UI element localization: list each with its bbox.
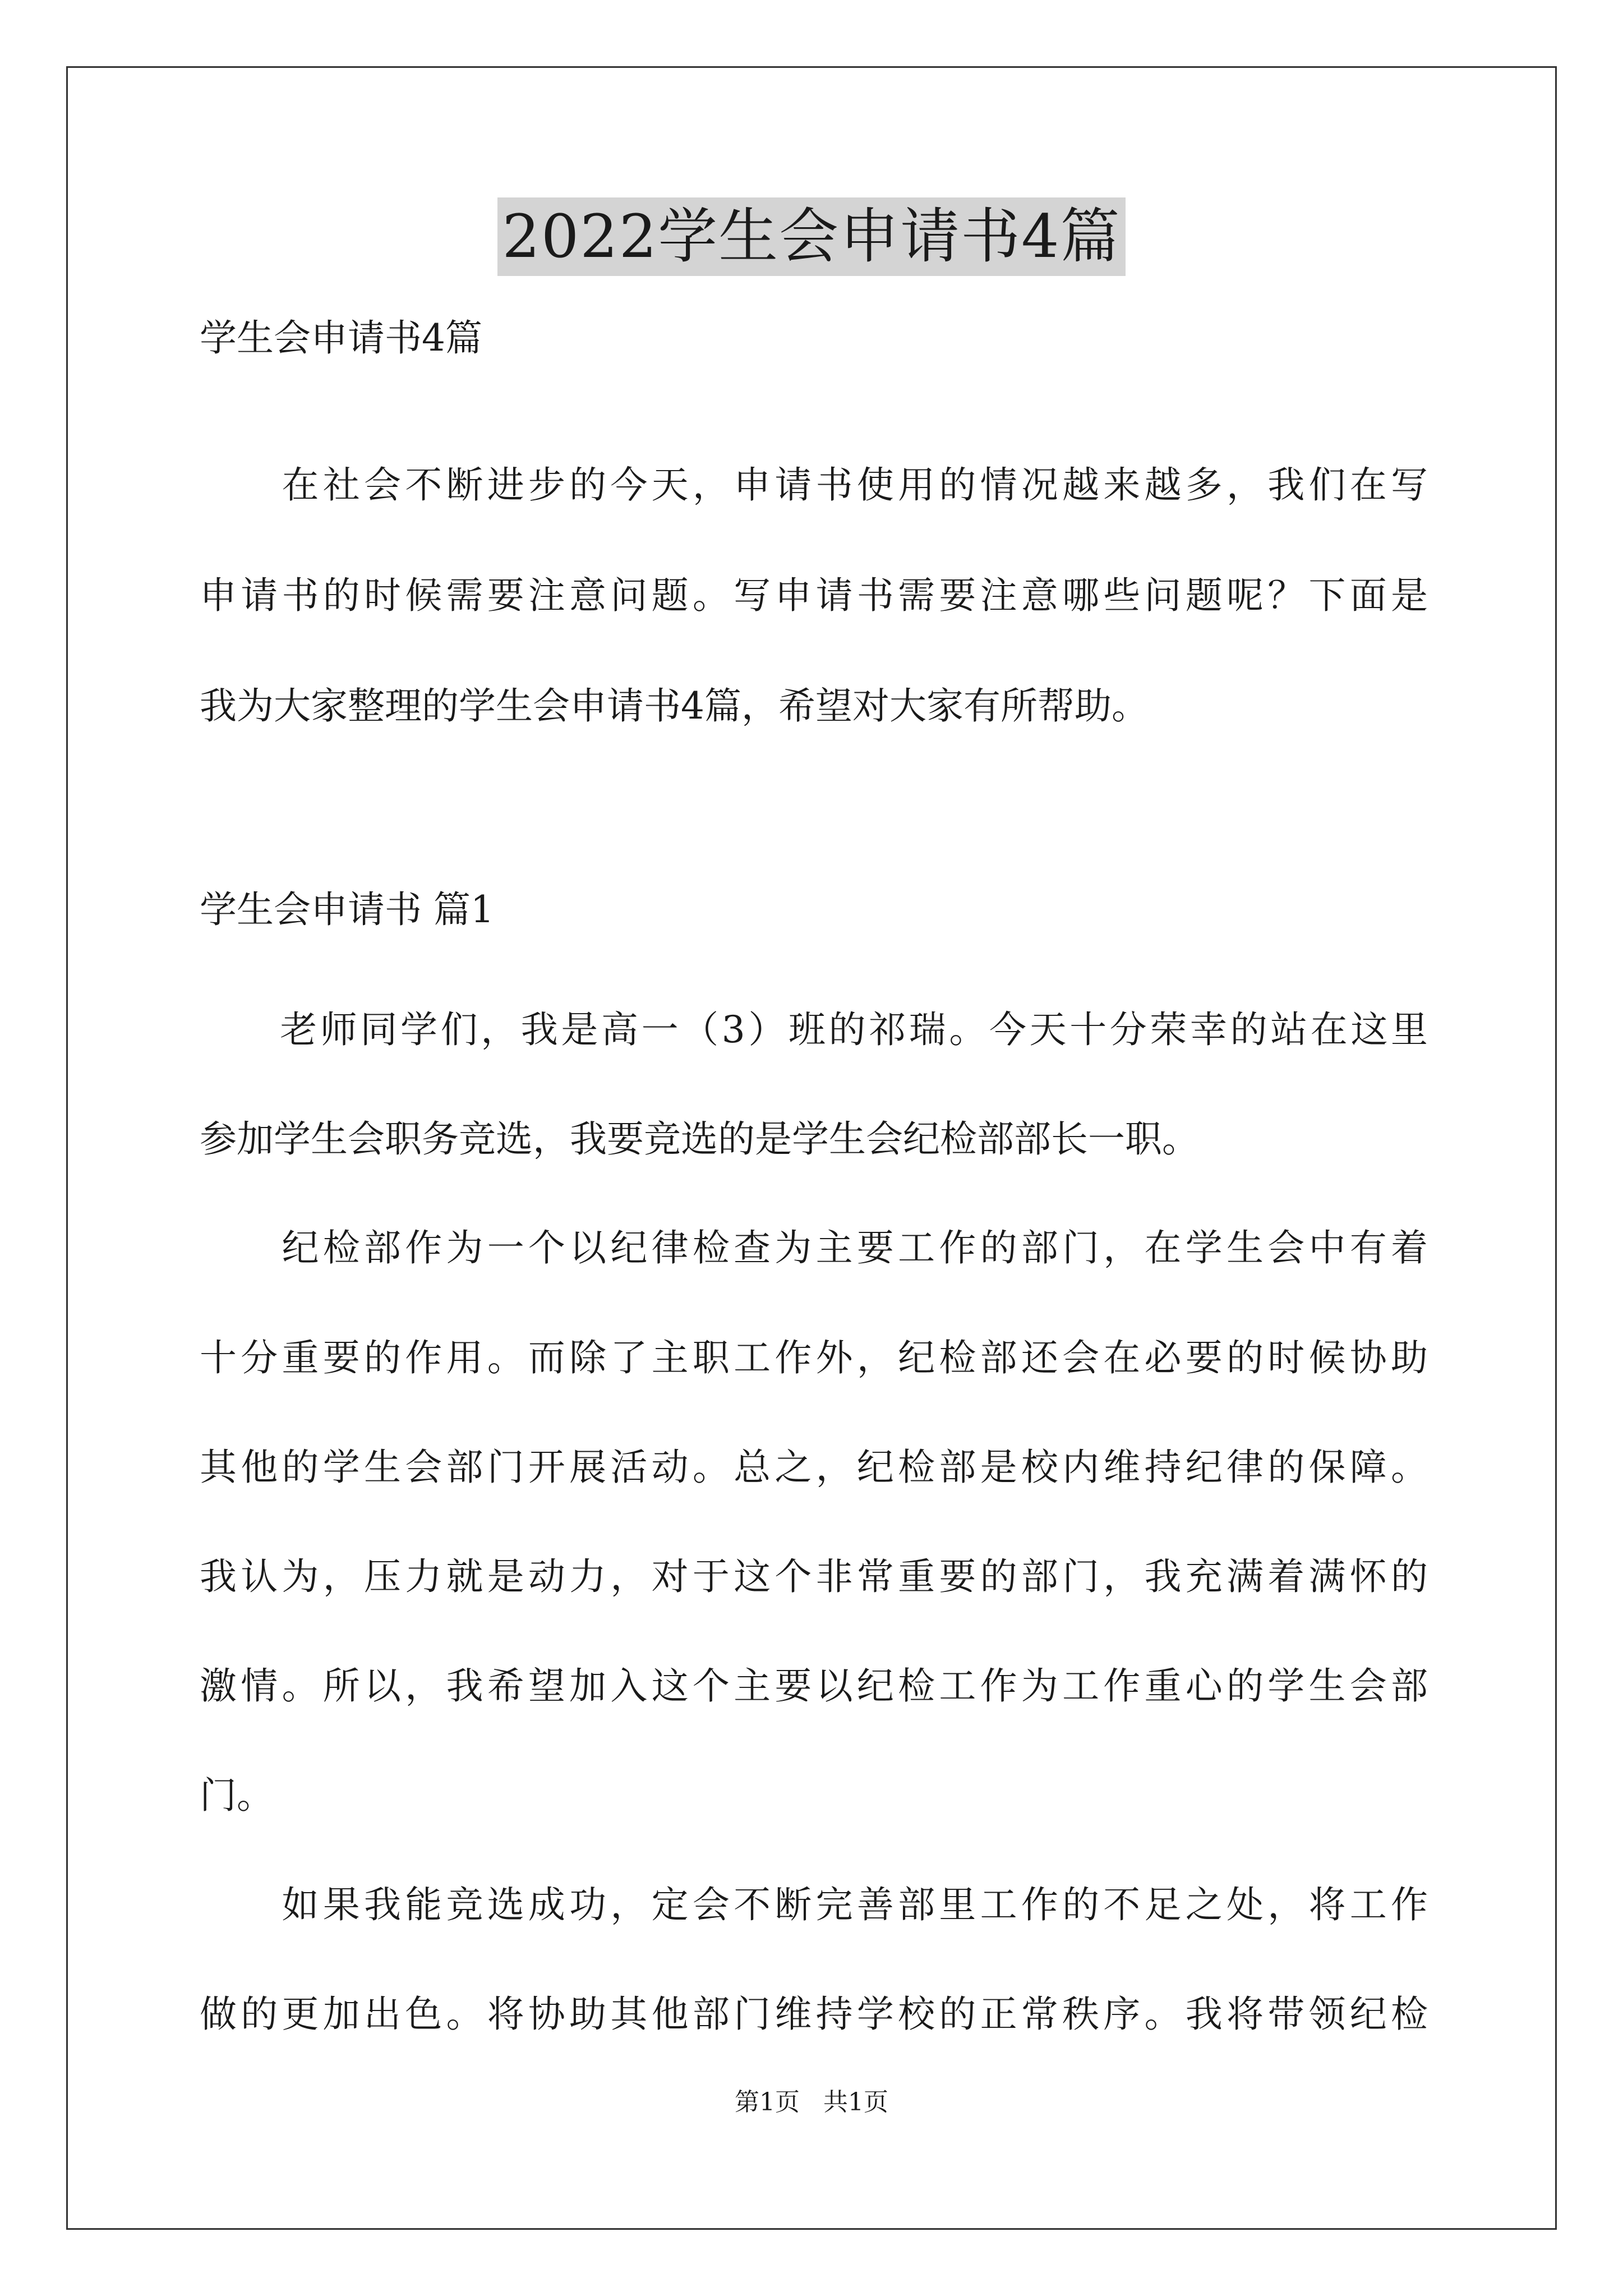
document-title: 2022学生会申请书4篇 bbox=[497, 197, 1125, 276]
paragraph-line: 门。 bbox=[200, 1774, 274, 1817]
paragraph-line: 我认为，压力就是动力，对于这个非常重要的部门，我充满着满怀的 bbox=[200, 1555, 1428, 1598]
paragraph-line: 纪检部作为一个以纪律检查为主要工作的部门，在学生会中有着 bbox=[200, 1226, 1428, 1269]
document-subtitle: 学生会申请书4篇 bbox=[200, 316, 482, 360]
paragraph-line: 十分重要的作用。而除了主职工作外，纪检部还会在必要的时候协助 bbox=[200, 1336, 1428, 1379]
paragraph-line: 激情。所以，我希望加入这个主要以纪检工作为工作重心的学生会部 bbox=[200, 1664, 1428, 1708]
paragraph-line: 如果我能竞选成功，定会不断完善部里工作的不足之处，将工作 bbox=[200, 1883, 1428, 1926]
paragraph-line: 其他的学生会部门开展活动。总之，纪检部是校内维持纪律的保障。 bbox=[200, 1446, 1428, 1489]
paragraph-line: 老师同学们，我是高一（3）班的祁瑞。今天十分荣幸的站在这里 bbox=[200, 1008, 1428, 1051]
intro-line-2: 申请书的时候需要注意问题。写申请书需要注意哪些问题呢？下面是 bbox=[200, 574, 1428, 617]
intro-line-1: 在社会不断进步的今天，申请书使用的情况越来越多，我们在写 bbox=[200, 463, 1428, 507]
title-container bbox=[0, 197, 1623, 276]
intro-line-3: 我为大家整理的学生会申请书4篇，希望对大家有所帮助。 bbox=[200, 684, 1149, 728]
section-heading: 学生会申请书 篇1 bbox=[200, 888, 494, 931]
page-footer: 第1页 共1页 bbox=[735, 2088, 888, 2116]
paragraph-line: 参加学生会职务竞选，我要竞选的是学生会纪检部部长一职。 bbox=[200, 1117, 1199, 1161]
paragraph-line: 做的更加出色。将协助其他部门维持学校的正常秩序。我将带领纪检 bbox=[200, 1993, 1428, 2036]
